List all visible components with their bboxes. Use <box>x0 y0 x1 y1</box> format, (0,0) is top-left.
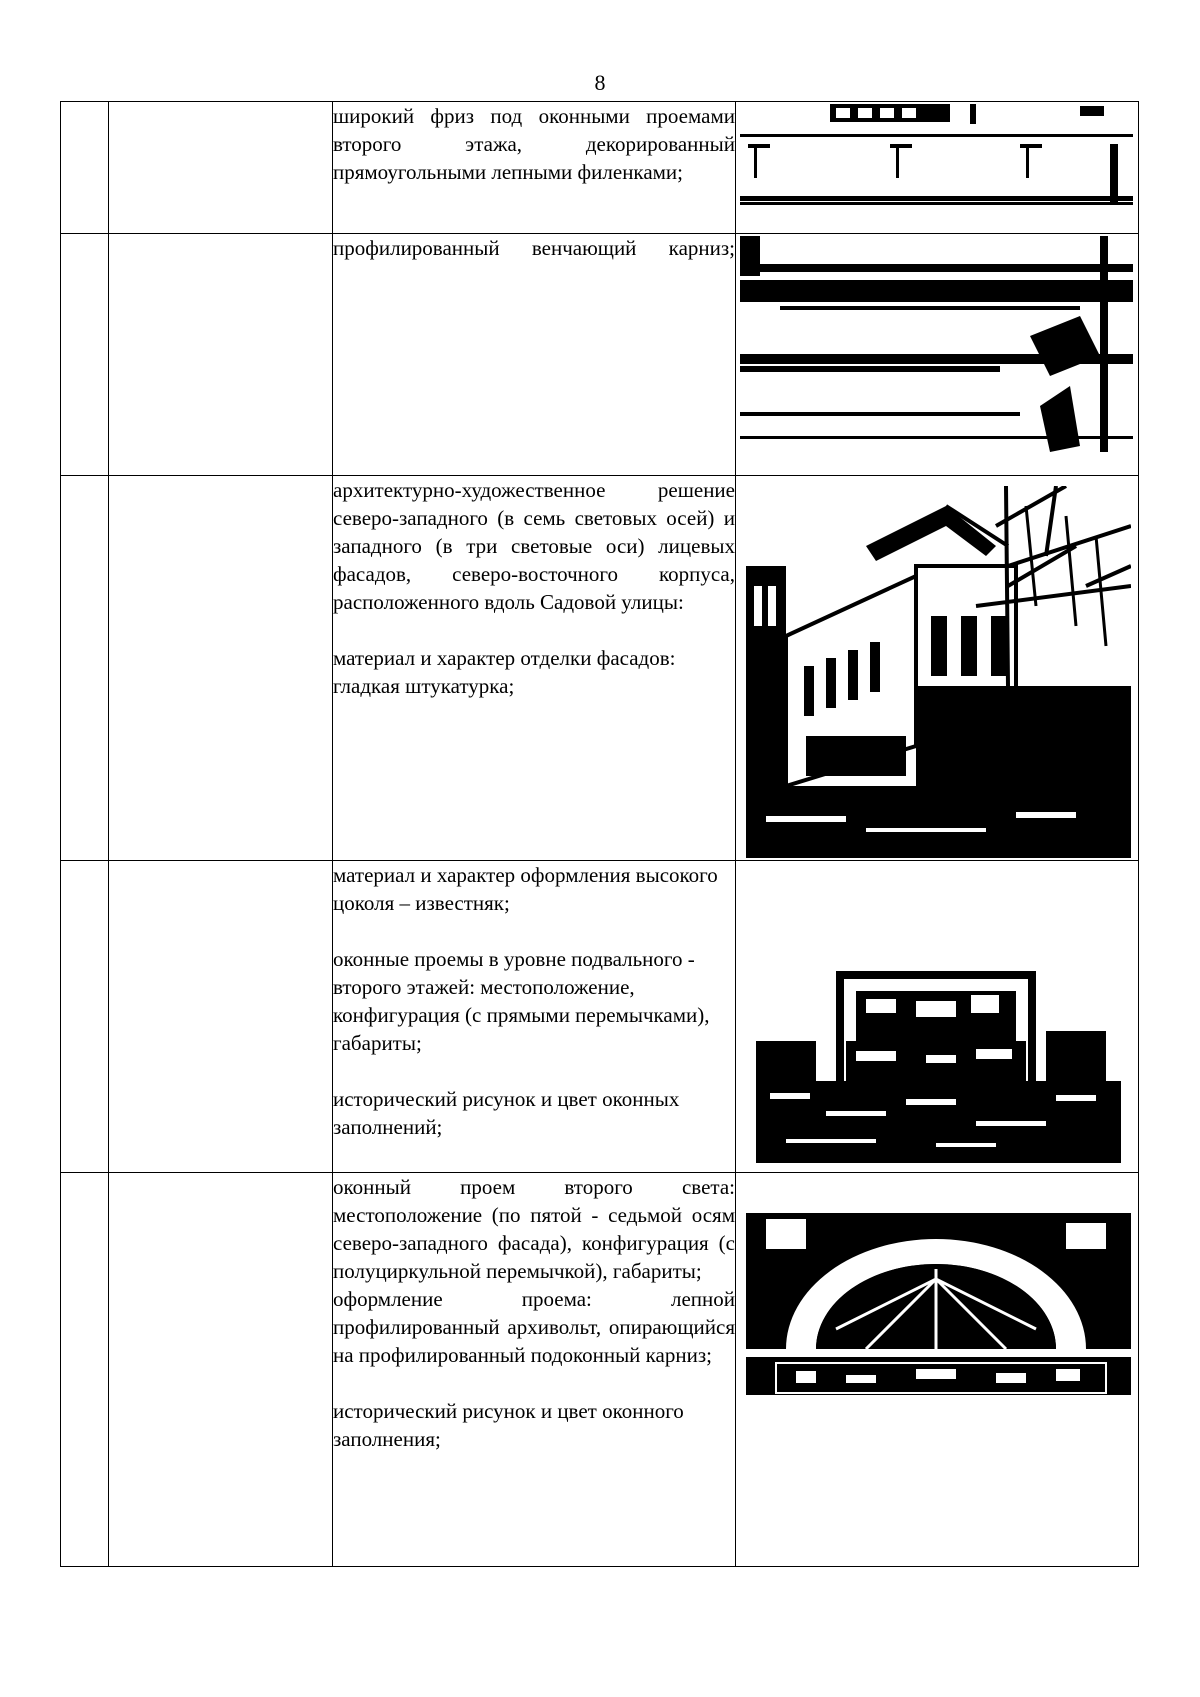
description-text: архитектурно-художественное решение северо-западного (в семь световых осей) и западного (в три световые оси) лицевых фасадов, северо-восточного корпуса, расположенного вдоль Садовой улицы: <box>333 478 735 614</box>
photo-cell <box>736 1173 1139 1567</box>
table-row <box>61 861 1139 1173</box>
table-row <box>61 234 1139 476</box>
description-text: оконный проем второго света: местоположение (по пятой - седьмой осям северо-западного фасада), конфигурация (с полуциркульной перемычкой), габариты; <box>333 1175 735 1283</box>
cornice-photo-icon <box>740 236 1133 452</box>
photo-cell <box>736 476 1139 861</box>
frieze-photo-icon <box>740 104 1133 208</box>
number-cell <box>61 102 109 234</box>
table-row <box>61 102 1139 234</box>
number-cell <box>61 1173 109 1567</box>
facade-photo-icon <box>746 486 1131 858</box>
photo-cell <box>736 234 1139 476</box>
object-cell <box>109 1173 333 1567</box>
description-text: оформление проема: лепной профилированный архивольт, опирающийся на профилированный подоконный карниз; <box>333 1287 735 1367</box>
description-text: профилированный венчающий карниз; <box>333 236 735 260</box>
object-cell <box>109 861 333 1173</box>
number-cell <box>61 476 109 861</box>
description-text: исторический рисунок и цвет оконного заполнения; <box>333 1399 684 1451</box>
description-cell <box>333 102 736 234</box>
description-text: широкий фриз под оконными проемами второго этажа, декорированный прямоугольными лепными филенками; <box>333 104 735 184</box>
table-row <box>61 1173 1139 1567</box>
photo-cell <box>736 861 1139 1173</box>
plinth-photo-icon <box>756 971 1121 1163</box>
photo-cell <box>736 102 1139 234</box>
description-text: оконные проемы в уровне подвального - второго этажей: местоположение, конфигурация (с прямыми перемычками), габариты; <box>333 947 710 1055</box>
object-cell <box>109 102 333 234</box>
description-text: исторический рисунок и цвет оконных заполнений; <box>333 1087 680 1139</box>
object-cell <box>109 476 333 861</box>
description-text: материал и характер оформления высокого цоколя – известняк; <box>333 863 718 915</box>
description-cell <box>333 234 736 476</box>
object-cell <box>109 234 333 476</box>
number-cell <box>61 234 109 476</box>
protected-features-table <box>60 101 1139 1567</box>
arched-window-photo-icon <box>746 1199 1131 1403</box>
table-row <box>61 476 1139 861</box>
number-cell <box>61 861 109 1173</box>
description-cell <box>333 476 736 861</box>
description-cell <box>333 861 736 1173</box>
description-text: материал и характер отделки фасадов: гладкая штукатурка; <box>333 646 676 698</box>
description-cell <box>333 1173 736 1567</box>
page-number: 8 <box>594 70 606 95</box>
